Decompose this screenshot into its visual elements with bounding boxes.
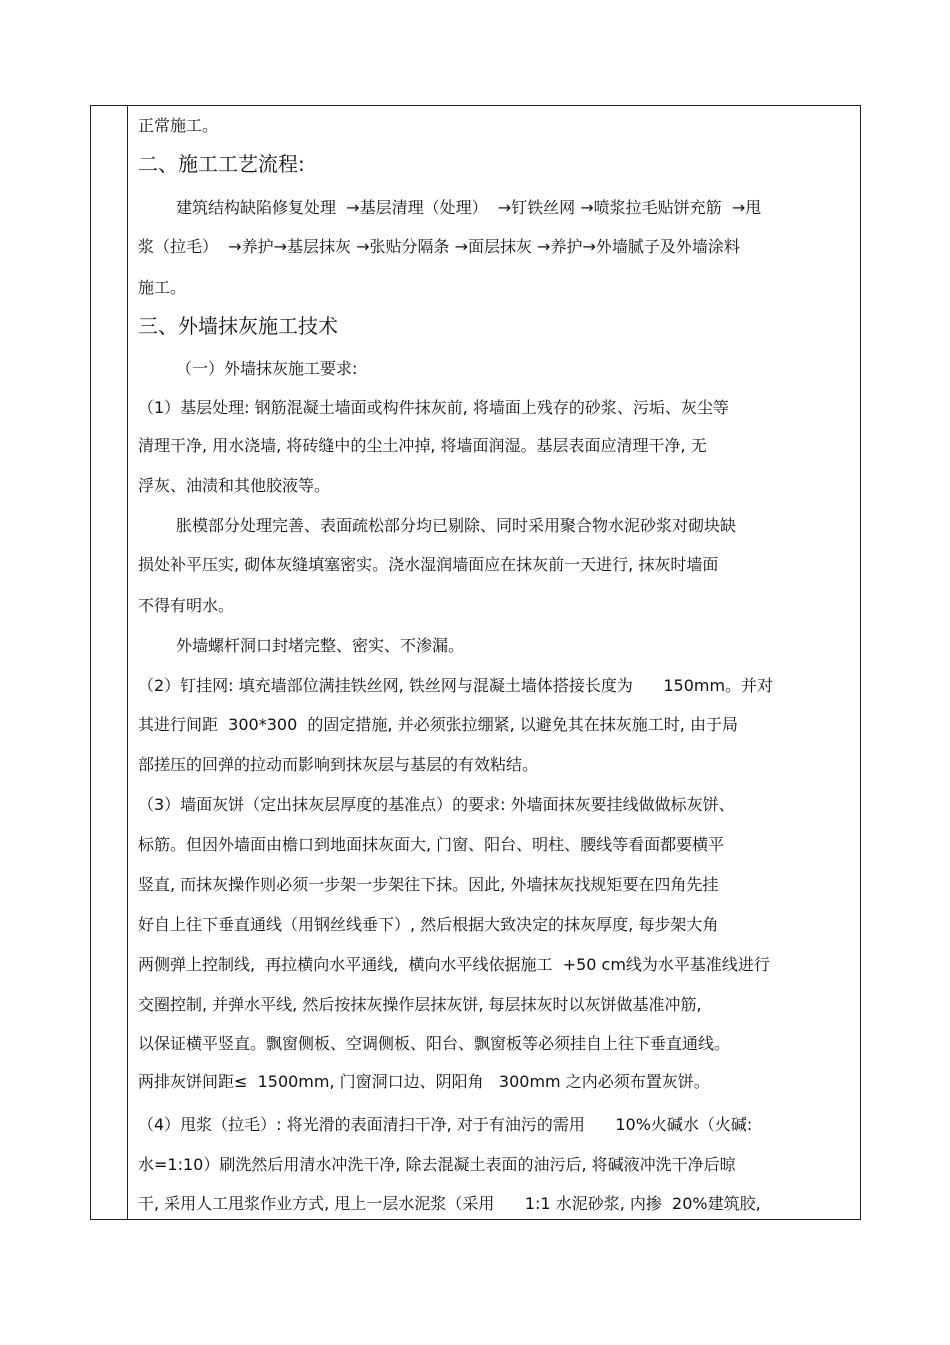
- text-line: 清理干净, 用水浇墙, 将砖缝中的尘土冲掉, 将墙面润湿。基层表面应清理干净, 无: [138, 436, 707, 455]
- text-line: 标筋。但因外墙面由檐口到地面抹灰面大, 门窗、阳台、明柱、腰线等看面都要横平: [138, 835, 725, 854]
- text-line: 其进行间距 300*300 的固定措施, 并必须张拉绷紧, 以避免其在抹灰施工时, 由于局: [138, 715, 738, 734]
- text-line: （3）墙面灰饼（定出抹灰层厚度的基准点）的要求: 外墙面抹灰要挂线做做标灰饼、: [138, 795, 735, 814]
- text-line: 以保证横平竖直。飘窗侧板、空调侧板、阳台、飘窗板等必须挂自上往下垂直通线。: [138, 1034, 731, 1053]
- text-line: 不得有明水。: [138, 596, 235, 615]
- text-line: 正常施工。: [138, 116, 219, 135]
- text-line: （4）甩浆（拉毛）: 将光滑的表面清扫干净, 对于有油污的需用 10%火碱水（火碱:: [138, 1115, 753, 1134]
- text-line: 交圈控制, 并弹水平线, 然后按抹灰操作层抹灰饼, 每层抹灰时以灰饼做基准冲筋,: [138, 995, 702, 1014]
- table-left-column: [91, 106, 128, 1219]
- section-heading: 三、外墙抹灰施工技术: [138, 314, 338, 338]
- text-line: 外墙螺杆洞口封堵完整、密实、不渗漏。: [176, 636, 465, 655]
- text-line: 浮灰、油渍和其他胶液等。: [138, 476, 331, 495]
- subsection-heading: （一）外墙抹灰施工要求:: [176, 359, 358, 378]
- text-line: 水=1:10）刷洗然后用清水冲洗干净, 除去混凝土表面的油污后, 将碱液冲洗干净后晾: [138, 1155, 736, 1174]
- text-line: 干, 采用人工甩浆作业方式, 甩上一层水泥浆（采用 1:1 水泥砂浆, 内掺 20%建筑胶,: [138, 1194, 761, 1213]
- text-line: 浆（拉毛） →养护→基层抹灰 →张贴分隔条 →面层抹灰 →养护→外墙腻子及外墙涂料: [138, 237, 740, 256]
- section-heading: 二、施工工艺流程:: [138, 152, 305, 176]
- text-line: 胀模部分处理完善、表面疏松部分均已剔除、同时采用聚合物水泥砂浆对砌块缺: [176, 516, 737, 535]
- text-line: 部搓压的回弹的拉动而影响到抹灰层与基层的有效粘结。: [138, 755, 539, 774]
- text-line: 施工。: [138, 278, 187, 297]
- text-line: 两侧弹上控制线, 再拉横向水平通线, 横向水平线依据施工 +50 cm线为水平基准线进行: [138, 955, 770, 974]
- text-line: 建筑结构缺陷修复处理 →基层清理（处理） →钉铁丝网 →喷浆拉毛贴饼充筋 →甩: [176, 198, 762, 217]
- document-table: [90, 105, 861, 1220]
- table-content-cell: [128, 106, 860, 1219]
- text-line: 损处补平压实, 砌体灰缝填塞密实。浇水湿润墙面应在抹灰前一天进行, 抹灰时墙面: [138, 555, 719, 574]
- text-line: 好自上往下垂直通线（用钢丝线垂下）, 然后根据大致决定的抹灰厚度, 每步架大角: [138, 915, 719, 934]
- text-line: 两排灰饼间距≤ 1500mm, 门窗洞口边、阴阳角 300mm 之内必须布置灰饼。: [138, 1072, 710, 1091]
- text-line: （1）基层处理: 钢筋混凝土墙面或构件抹灰前, 将墙面上残存的砂浆、污垢、灰尘等: [138, 398, 729, 417]
- text-line: 竖直, 而抹灰操作则必须一步架一步架往下抹。因此, 外墙抹灰找规矩要在四角先挂: [138, 875, 719, 894]
- text-line: （2）钉挂网: 填充墙部位满挂铁丝网, 铁丝网与混凝土墙体搭接长度为 150mm。并对: [138, 676, 774, 695]
